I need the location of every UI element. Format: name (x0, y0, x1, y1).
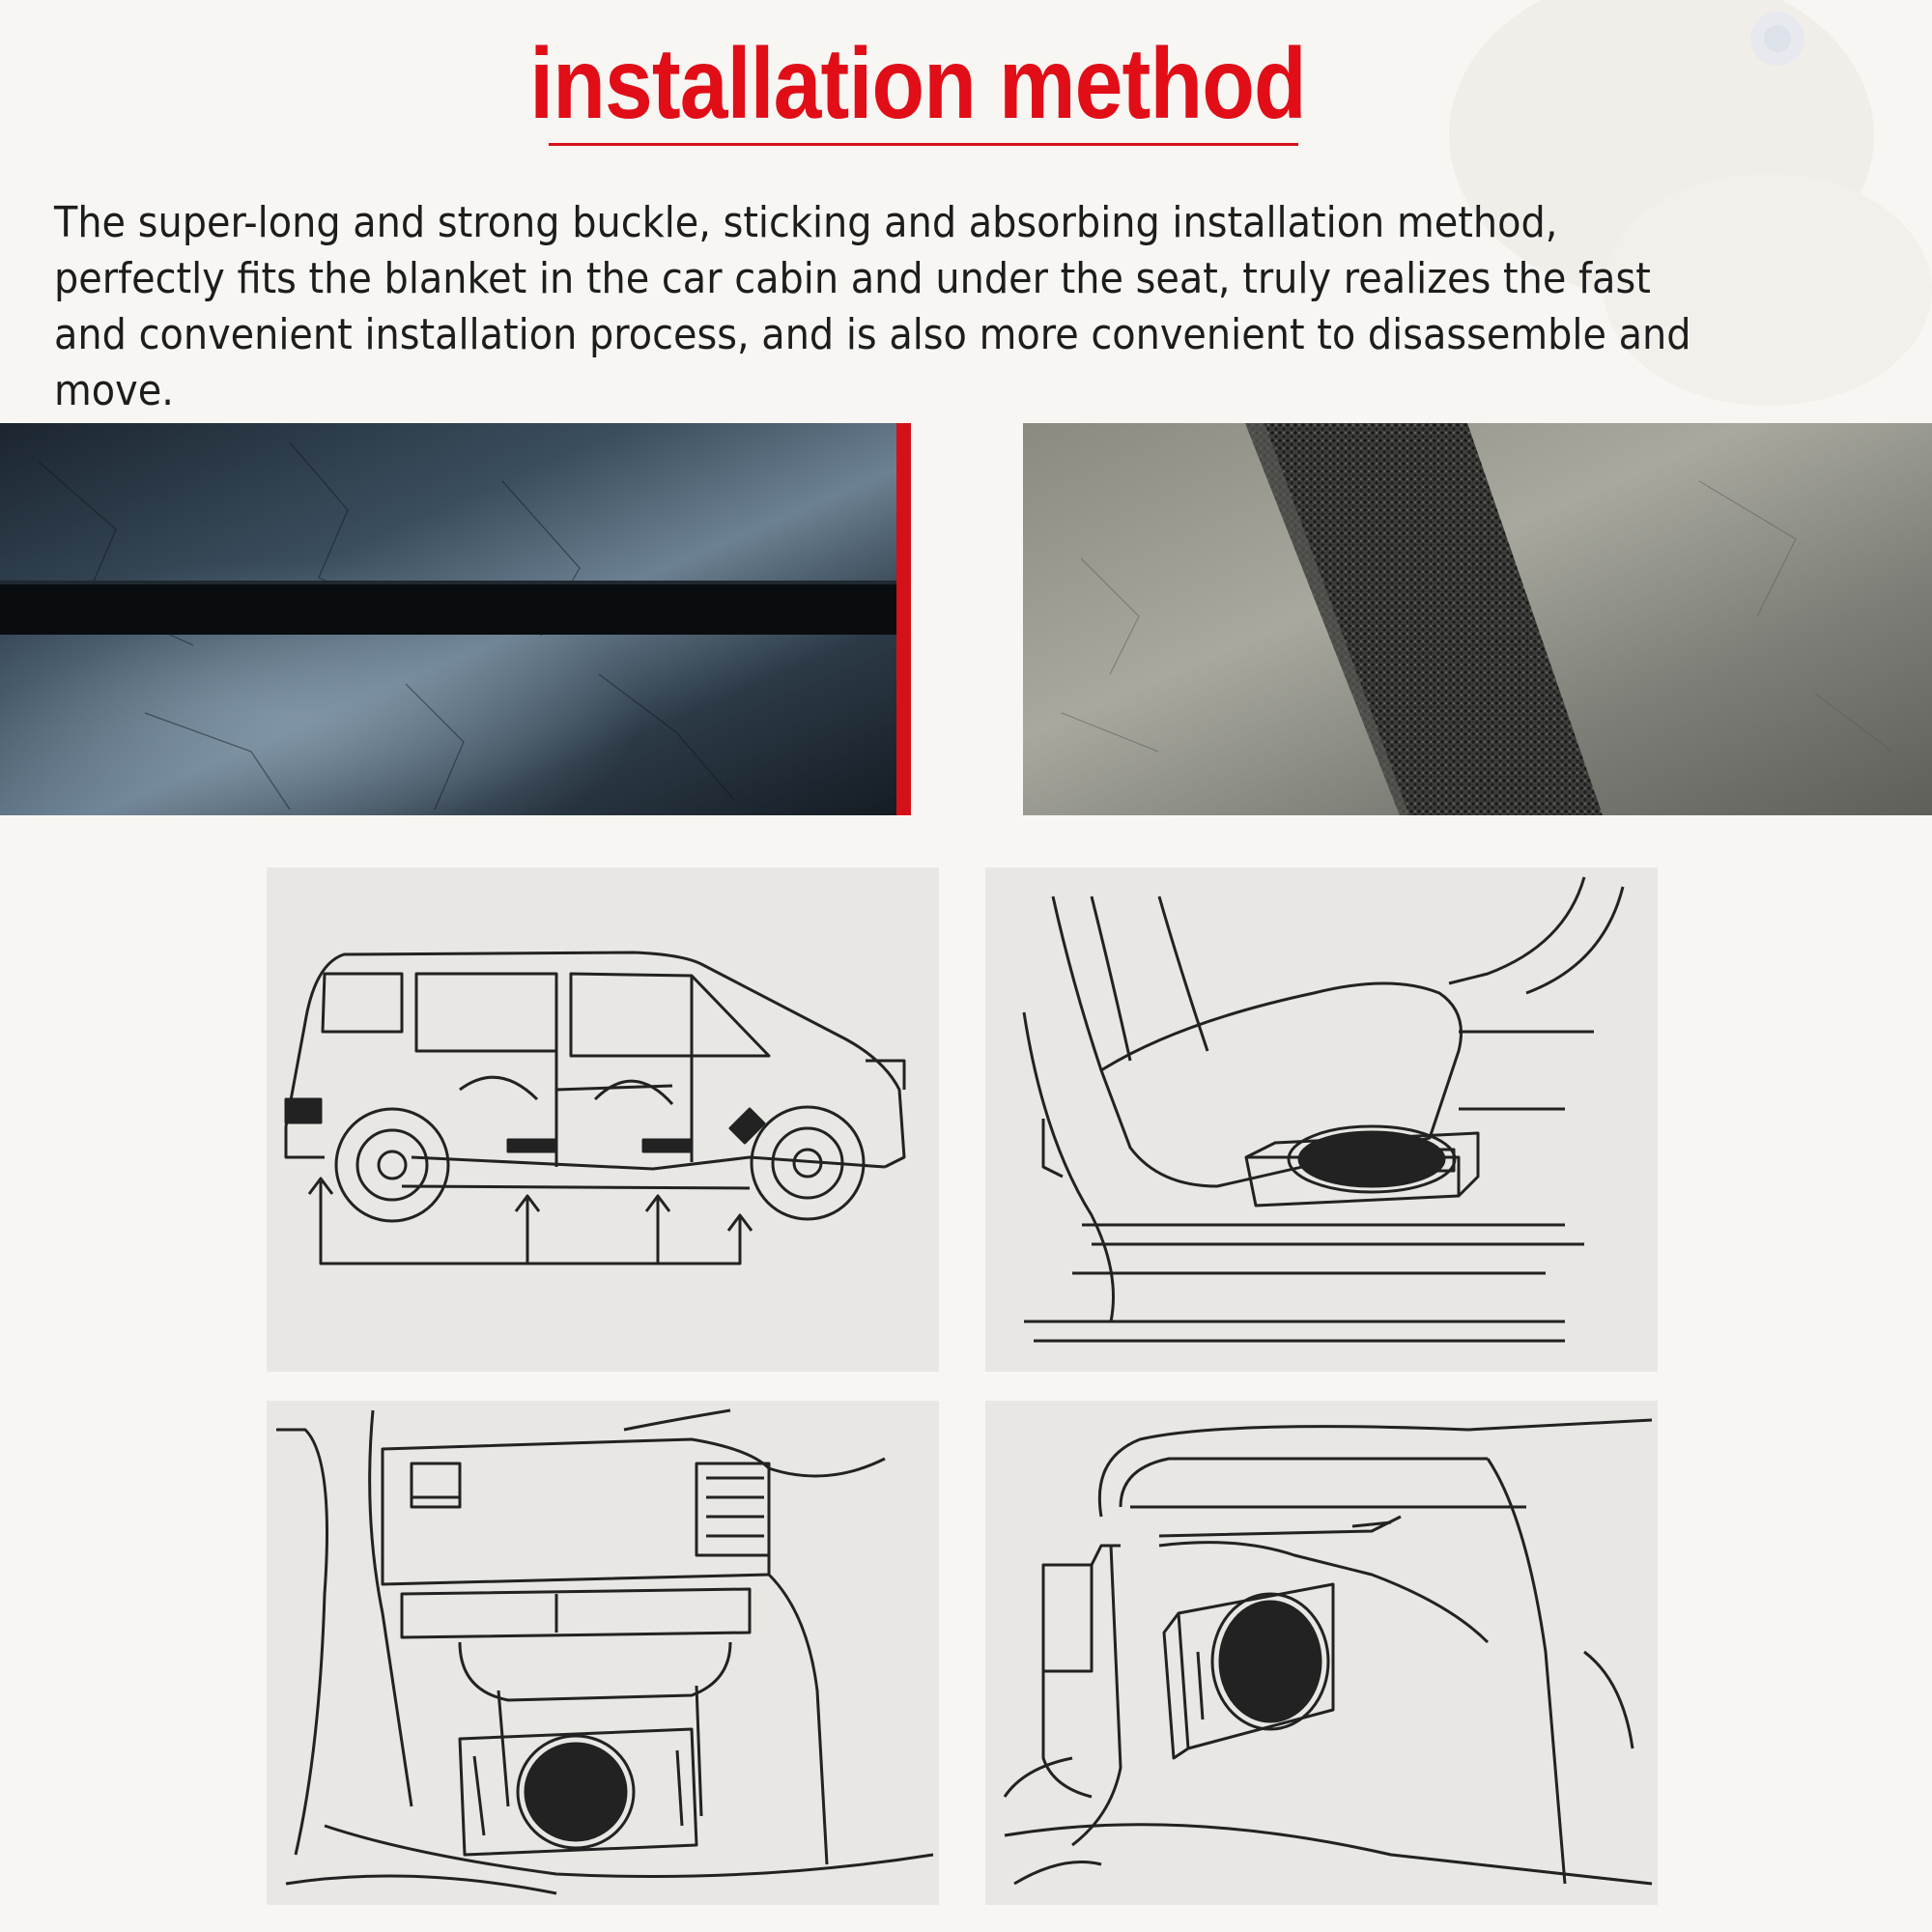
under-dashboard-diagram (267, 1401, 939, 1905)
minivan-mounting-diagram (267, 867, 939, 1372)
velcro-closeup-photo (1023, 423, 1932, 815)
description-text: The super-long and strong buckle, sticking and absorbing installation method, perfectly fits the blanket in the car cabin and under the seat, truly realizes the fast and convenient installation process, and is also more convenient to disassemble and move. (54, 198, 1691, 415)
leather-strap-photo (0, 423, 911, 815)
under-seat-diagram (985, 867, 1658, 1372)
title-underline (549, 143, 1298, 146)
trunk-side-diagram (985, 1401, 1658, 1905)
page-title: installation method (529, 28, 1306, 140)
